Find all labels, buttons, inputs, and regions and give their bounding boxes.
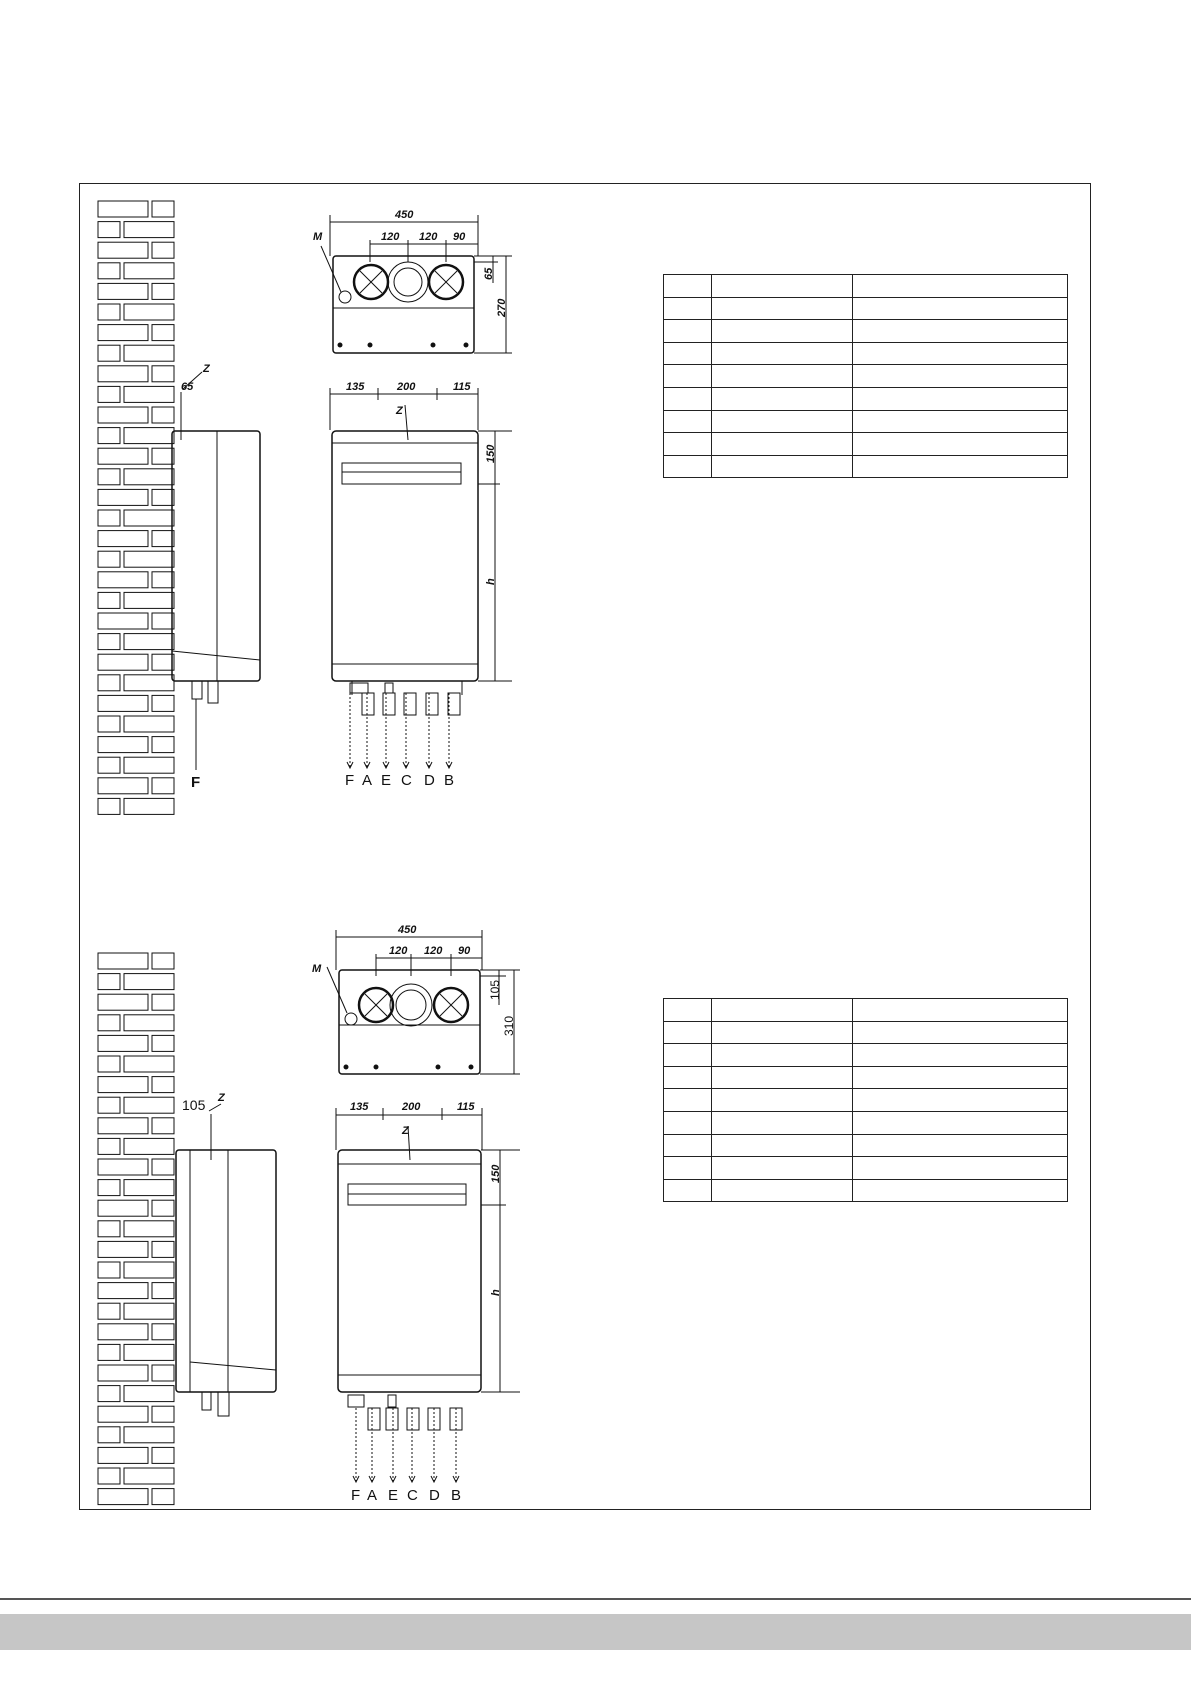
table-cell [853, 1179, 1068, 1202]
table-row [664, 1066, 1068, 1089]
dim-front-right-1: 115 [453, 381, 471, 393]
dim-front-mid-1: 200 [397, 381, 416, 393]
table-cell [712, 365, 853, 388]
brick [124, 592, 174, 608]
table-cell [712, 1134, 853, 1157]
brick [152, 366, 174, 382]
brick [152, 1200, 174, 1216]
table-cell [664, 275, 712, 298]
spec-table-lower [663, 998, 1068, 1202]
brick [98, 1406, 148, 1422]
brick [124, 551, 174, 567]
brick [124, 304, 174, 320]
dim-seg1-1: 120 [381, 231, 400, 243]
brick [98, 1118, 148, 1134]
brick [124, 263, 174, 279]
table-cell [853, 410, 1068, 433]
marker-z-side-2: Z [218, 1092, 225, 1104]
table-row [664, 297, 1068, 320]
brick [124, 757, 174, 773]
table-row [664, 1089, 1068, 1112]
brick-wall-lower [98, 953, 174, 1505]
brick [98, 798, 120, 814]
brick [98, 531, 148, 547]
upper-connection-D: D [424, 772, 435, 789]
brick [124, 1344, 174, 1360]
upper-front-view [330, 388, 512, 715]
brick [124, 1468, 174, 1484]
brick [124, 1386, 174, 1402]
table-cell [664, 1179, 712, 1202]
table-cell [853, 275, 1068, 298]
marker-z-front-2: Z [402, 1125, 409, 1137]
brick [98, 263, 120, 279]
table-cell [664, 999, 712, 1022]
brick [98, 1221, 120, 1237]
dim-front-left-1: 135 [346, 381, 365, 393]
dim-seg1-2: 120 [389, 945, 408, 957]
table-cell [664, 365, 712, 388]
table-row [664, 1021, 1068, 1044]
brick [98, 1097, 120, 1113]
table-row [664, 1044, 1068, 1067]
brick [98, 469, 120, 485]
table-cell [853, 342, 1068, 365]
brick [98, 1200, 148, 1216]
table-row [664, 320, 1068, 343]
brick [124, 1138, 174, 1154]
upper-connection-E: E [381, 772, 392, 789]
dim-front-h-2: h [490, 1289, 502, 1296]
table-cell [712, 455, 853, 478]
marker-z-side-1: Z [203, 363, 210, 375]
brick [152, 737, 174, 753]
brick-wall-upper [98, 201, 174, 814]
dim-overall-2: 450 [398, 924, 417, 936]
brick [124, 510, 174, 526]
table-cell [712, 275, 853, 298]
brick [152, 1159, 174, 1175]
brick [152, 778, 174, 794]
dim-front-top-1: 150 [485, 444, 497, 463]
marker-z-front-1: Z [396, 405, 403, 417]
brick [152, 613, 174, 629]
brick [98, 386, 120, 402]
brick [152, 1365, 174, 1381]
brick [98, 489, 148, 505]
table-cell [712, 1044, 853, 1067]
table-row [664, 410, 1068, 433]
brick [98, 1489, 148, 1505]
table-cell [664, 1134, 712, 1157]
brick [124, 1097, 174, 1113]
table-cell [712, 410, 853, 433]
table-cell [712, 999, 853, 1022]
table-cell [712, 387, 853, 410]
lower-connection-D: D [429, 1487, 440, 1504]
brick [98, 325, 148, 341]
marker-m-2: M [312, 963, 322, 975]
upper-connection-C: C [401, 772, 412, 789]
table-row [664, 1157, 1068, 1180]
table-row [664, 1179, 1068, 1202]
upper-connection-B: B [444, 772, 455, 789]
brick [124, 1427, 174, 1443]
table-cell [853, 1134, 1068, 1157]
brick [152, 283, 174, 299]
dim-offset-2: 105 [488, 979, 502, 1000]
side-offset-2: 105 [182, 1097, 206, 1113]
brick [98, 1241, 148, 1257]
table-cell [664, 342, 712, 365]
brick [98, 974, 120, 990]
brick [124, 1180, 174, 1196]
table-cell [664, 1021, 712, 1044]
dim-offset-1: 65 [483, 267, 495, 280]
table-row [664, 365, 1068, 388]
dim-front-h-1: h [485, 578, 497, 585]
brick [152, 489, 174, 505]
lower-connection-B: B [451, 1487, 462, 1504]
brick [98, 1077, 148, 1093]
table-row [664, 433, 1068, 456]
brick [124, 1262, 174, 1278]
table-cell [712, 342, 853, 365]
brick [152, 1077, 174, 1093]
brick [124, 1056, 174, 1072]
brick [98, 428, 120, 444]
brick [98, 1468, 120, 1484]
marker-m-1: M [313, 231, 323, 243]
table-cell [712, 297, 853, 320]
brick [124, 428, 174, 444]
brick [124, 222, 174, 238]
brick [152, 654, 174, 670]
dim-depth-2: 310 [502, 1015, 516, 1036]
brick [152, 1118, 174, 1134]
table-cell [664, 387, 712, 410]
table-cell [853, 1066, 1068, 1089]
brick [152, 325, 174, 341]
brick [98, 716, 120, 732]
table-row [664, 1111, 1068, 1134]
table-row [664, 342, 1068, 365]
table-cell [664, 455, 712, 478]
table-cell [712, 320, 853, 343]
brick [124, 1015, 174, 1031]
table-cell [853, 1111, 1068, 1134]
table-row [664, 275, 1068, 298]
brick [98, 994, 148, 1010]
brick [124, 1221, 174, 1237]
dim-front-left-2: 135 [350, 1101, 369, 1113]
dim-depth-1: 270 [496, 298, 508, 317]
table-cell [712, 1089, 853, 1112]
spec-table-upper [663, 274, 1068, 478]
brick [98, 1303, 120, 1319]
lower-connection-F: F [351, 1487, 361, 1504]
brick [98, 1262, 120, 1278]
dim-front-mid-2: 200 [402, 1101, 421, 1113]
brick [152, 572, 174, 588]
table-cell [853, 455, 1068, 478]
table-cell [853, 365, 1068, 388]
table-cell [853, 387, 1068, 410]
upper-top-view [321, 215, 512, 353]
table-cell [664, 320, 712, 343]
brick [98, 634, 120, 650]
footer-bar [0, 1614, 1191, 1650]
footer-rule [0, 1598, 1191, 1600]
brick [98, 1138, 120, 1154]
upper-connection-A: A [362, 772, 373, 789]
dim-seg2-2: 120 [424, 945, 443, 957]
table-cell [664, 410, 712, 433]
table-row [664, 1134, 1068, 1157]
brick [98, 448, 148, 464]
brick [152, 1447, 174, 1463]
brick [98, 345, 120, 361]
brick [98, 1344, 120, 1360]
table-cell [853, 1157, 1068, 1180]
brick [152, 1489, 174, 1505]
brick [98, 201, 148, 217]
brick [124, 469, 174, 485]
brick [98, 695, 148, 711]
table-cell [712, 433, 853, 456]
dim-seg3-2: 90 [458, 945, 471, 957]
brick [152, 994, 174, 1010]
brick [98, 675, 120, 691]
brick [152, 695, 174, 711]
table-row [664, 999, 1068, 1022]
brick [98, 1035, 148, 1051]
brick [124, 345, 174, 361]
brick [98, 778, 148, 794]
table-cell [712, 1157, 853, 1180]
brick [98, 654, 148, 670]
table-cell [712, 1179, 853, 1202]
brick [124, 675, 174, 691]
brick [152, 953, 174, 969]
side-offset-1: 65 [181, 381, 194, 393]
table-cell [853, 320, 1068, 343]
table-cell [664, 1066, 712, 1089]
brick [152, 1241, 174, 1257]
brick [98, 1015, 120, 1031]
brick [98, 737, 148, 753]
brick [152, 1035, 174, 1051]
table-cell [853, 1089, 1068, 1112]
brick [152, 1406, 174, 1422]
lower-side-view [176, 1104, 276, 1416]
brick [152, 1324, 174, 1340]
table-cell [853, 297, 1068, 320]
brick [98, 242, 148, 258]
brick [124, 1303, 174, 1319]
lower-front-view [336, 1108, 520, 1430]
dim-seg2-1: 120 [419, 231, 438, 243]
brick [98, 953, 148, 969]
brick [98, 1447, 148, 1463]
brick [98, 613, 148, 629]
brick [98, 1159, 148, 1175]
table-cell [853, 1044, 1068, 1067]
table-cell [853, 1021, 1068, 1044]
brick [98, 222, 120, 238]
brick [152, 407, 174, 423]
upper-connection-F: F [345, 772, 355, 789]
brick [124, 716, 174, 732]
table-cell [853, 999, 1068, 1022]
brick [98, 1056, 120, 1072]
dim-front-right-2: 115 [457, 1101, 475, 1113]
table-cell [664, 297, 712, 320]
brick [98, 407, 148, 423]
table-cell [712, 1066, 853, 1089]
brick [152, 201, 174, 217]
dim-overall-1: 450 [395, 209, 414, 221]
table-cell [712, 1021, 853, 1044]
table-cell [712, 1111, 853, 1134]
brick [152, 448, 174, 464]
brick [124, 974, 174, 990]
table-cell [664, 1111, 712, 1134]
brick [98, 366, 148, 382]
brick [124, 798, 174, 814]
table-cell [853, 433, 1068, 456]
brick [98, 1365, 148, 1381]
brick [98, 1427, 120, 1443]
brick [98, 1386, 120, 1402]
brick [98, 304, 120, 320]
lower-connection-C: C [407, 1487, 418, 1504]
brick [152, 1283, 174, 1299]
brick [152, 531, 174, 547]
brick [124, 386, 174, 402]
table-cell [664, 1089, 712, 1112]
brick [98, 1324, 148, 1340]
brick [98, 757, 120, 773]
table-cell [664, 1044, 712, 1067]
table-cell [664, 433, 712, 456]
brick [124, 634, 174, 650]
lower-connection-A: A [367, 1487, 378, 1504]
upper-side-view [172, 372, 260, 770]
brick [98, 1180, 120, 1196]
table-row [664, 387, 1068, 410]
brick [98, 283, 148, 299]
brick [152, 242, 174, 258]
table-cell [664, 1157, 712, 1180]
brick [98, 551, 120, 567]
brick [98, 510, 120, 526]
table-row [664, 455, 1068, 478]
brick [98, 572, 148, 588]
marker-f-side-1: F [191, 774, 201, 791]
dim-seg3-1: 90 [453, 231, 466, 243]
brick [98, 592, 120, 608]
dim-front-top-2: 150 [490, 1164, 502, 1183]
lower-connection-E: E [388, 1487, 399, 1504]
brick [98, 1283, 148, 1299]
